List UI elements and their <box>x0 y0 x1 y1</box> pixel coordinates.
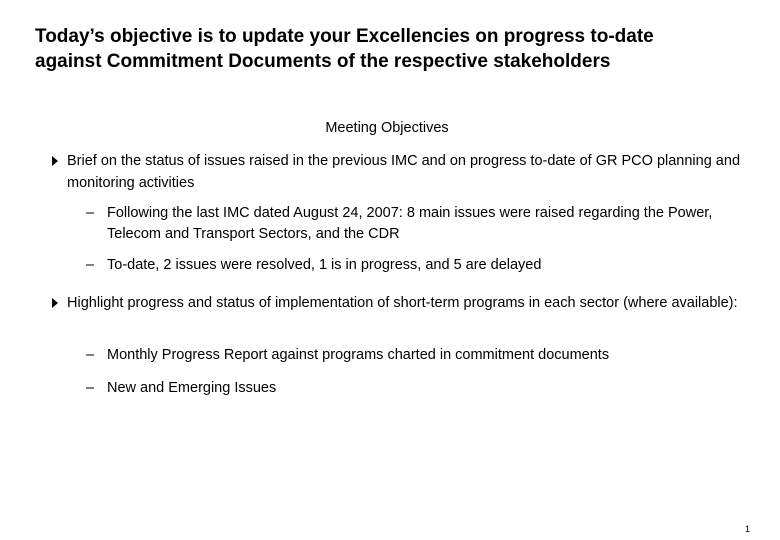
bullet-item <box>52 292 752 314</box>
sub-bullet-item <box>86 378 746 399</box>
section-heading: Meeting Objectives <box>325 120 449 136</box>
sub-bullet-text: Following the last IMC dated August 24, 2007: 8 main issues were raised regarding the Power, Telecom and Transport Sectors, and the CDR <box>107 205 713 242</box>
slide-title <box>35 24 770 74</box>
bullet-item <box>52 150 752 194</box>
bullet-text: Brief on the status of issues raised in the previous IMC and on progress to-date of GR PCO planning and monitoring activities <box>67 153 741 191</box>
triangle-bullet-icon <box>52 156 58 166</box>
page-number: 1 <box>744 524 750 534</box>
dash-bullet: – <box>86 205 95 221</box>
sub-bullet-text: To-date, 2 issues were resolved, 1 is in progress, and 5 are delayed <box>107 257 542 273</box>
bullet-text: Highlight progress and status of implementation of short-term programs in each sector (where available): <box>67 295 738 311</box>
dash-bullet: – <box>86 347 95 363</box>
sub-bullet-item <box>86 345 746 366</box>
sub-bullet-text: New and Emerging Issues <box>107 380 277 396</box>
title-line-2: against Commitment Documents of the respective stakeholders <box>35 51 611 72</box>
dash-bullet: – <box>86 380 95 396</box>
triangle-bullet-icon <box>52 298 58 308</box>
sub-bullet-item <box>86 203 746 245</box>
title-line-1: Today’s objective is to update your Excellencies on progress to-date <box>35 26 654 47</box>
sub-bullet-item <box>86 255 746 276</box>
sub-bullet-text: Monthly Progress Report against programs charted in commitment documents <box>107 347 610 363</box>
dash-bullet: – <box>86 257 95 273</box>
